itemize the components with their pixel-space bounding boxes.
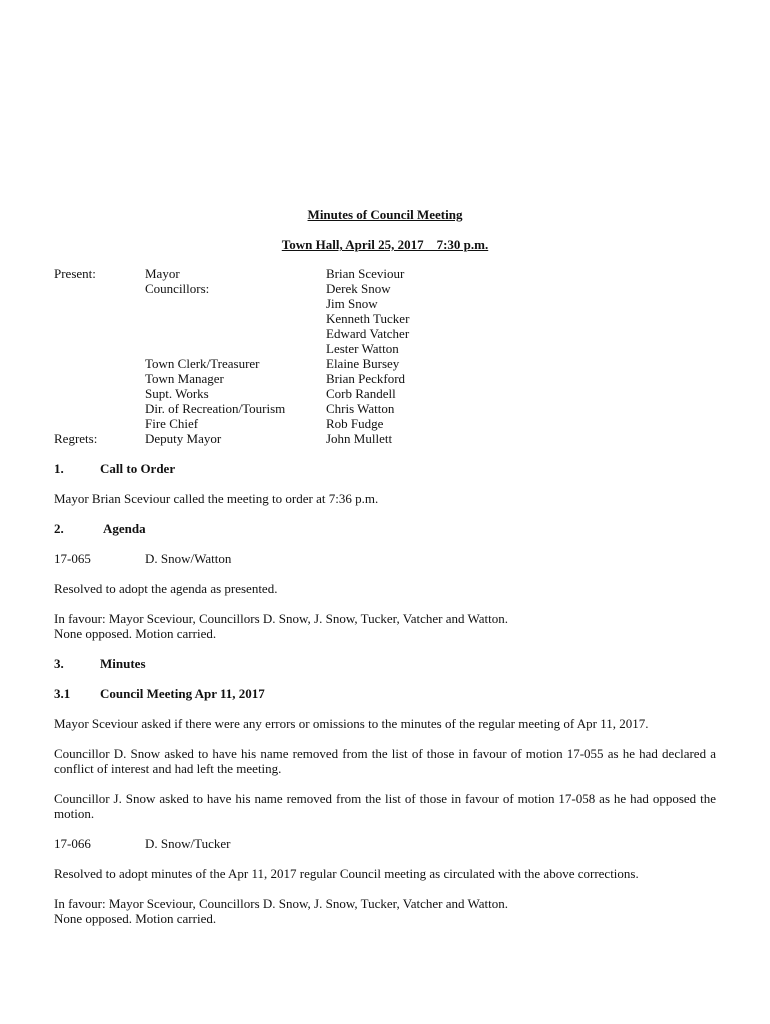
present-label: Present: [54, 266, 96, 281]
paragraph: Councillor D. Snow asked to have his name removed from the list of those in favour of motion 17-055 as he had declared a conflict of interest and had left the meeting. [54, 746, 716, 776]
attendance-name: Elaine Bursey [326, 356, 400, 371]
attendance-name: Lester Watton [326, 341, 399, 356]
attendance-role: Mayor [145, 266, 180, 281]
section-number: 2. [54, 521, 64, 536]
attendance-role: Dir. of Recreation/Tourism [145, 401, 286, 416]
attendance-name: Rob Fudge [326, 416, 384, 431]
motion-number: 17-065 [54, 551, 91, 566]
attendance-role: Deputy Mayor [145, 431, 222, 446]
section-heading: Minutes [100, 656, 146, 671]
attendance-role: Town Clerk/Treasurer [145, 356, 260, 371]
section-number: 3. [54, 656, 64, 671]
vote-favour: In favour: Mayor Sceviour, Councillors D. Snow, J. Snow, Tucker, Vatcher and Watton. [54, 611, 508, 626]
paragraph: Resolved to adopt the agenda as presented. [54, 581, 278, 596]
section-number: 3.1 [54, 686, 71, 701]
attendance-role: Fire Chief [145, 416, 199, 431]
vote-favour: In favour: Mayor Sceviour, Councillors D. Snow, J. Snow, Tucker, Vatcher and Watton. [54, 896, 508, 911]
vote-result: None opposed. Motion carried. [54, 911, 217, 926]
regrets-label: Regrets: [54, 431, 98, 446]
section-heading: Call to Order [100, 461, 176, 476]
paragraph: Councillor J. Snow asked to have his name removed from the list of those in favour of motion 17-058 as he had opposed the motion. [54, 791, 716, 821]
paragraph: Mayor Brian Sceviour called the meeting to order at 7:36 p.m. [54, 491, 379, 506]
paragraph: Resolved to adopt minutes of the Apr 11, 2017 regular Council meeting as circulated with the above corrections. [54, 866, 639, 881]
page-title: Minutes of Council Meeting [307, 207, 463, 222]
attendance-name: Edward Vatcher [326, 326, 410, 341]
attendance-name: Chris Watton [326, 401, 395, 416]
motion-movers: D. Snow/Tucker [145, 836, 231, 851]
motion-number: 17-066 [54, 836, 91, 851]
attendance-role: Supt. Works [145, 386, 209, 401]
attendance-name: John Mullett [326, 431, 393, 446]
attendance-role: Councillors: [145, 281, 210, 296]
attendance-name: Brian Sceviour [326, 266, 405, 281]
motion-movers: D. Snow/Watton [145, 551, 232, 566]
section-number: 1. [54, 461, 64, 476]
meeting-subtitle: Town Hall, April 25, 2017 7:30 p.m. [281, 237, 489, 252]
paragraph: Mayor Sceviour asked if there were any errors or omissions to the minutes of the regular meeting of Apr 11, 2017. [54, 716, 649, 731]
attendance-name: Kenneth Tucker [326, 311, 410, 326]
attendance-name: Jim Snow [326, 296, 378, 311]
attendance-role: Town Manager [145, 371, 224, 386]
section-heading: Agenda [103, 521, 146, 536]
attendance-name: Corb Randell [326, 386, 396, 401]
attendance-name: Derek Snow [326, 281, 391, 296]
attendance-name: Brian Peckford [326, 371, 406, 386]
section-heading: Council Meeting Apr 11, 2017 [100, 686, 265, 701]
vote-result: None opposed. Motion carried. [54, 626, 217, 641]
